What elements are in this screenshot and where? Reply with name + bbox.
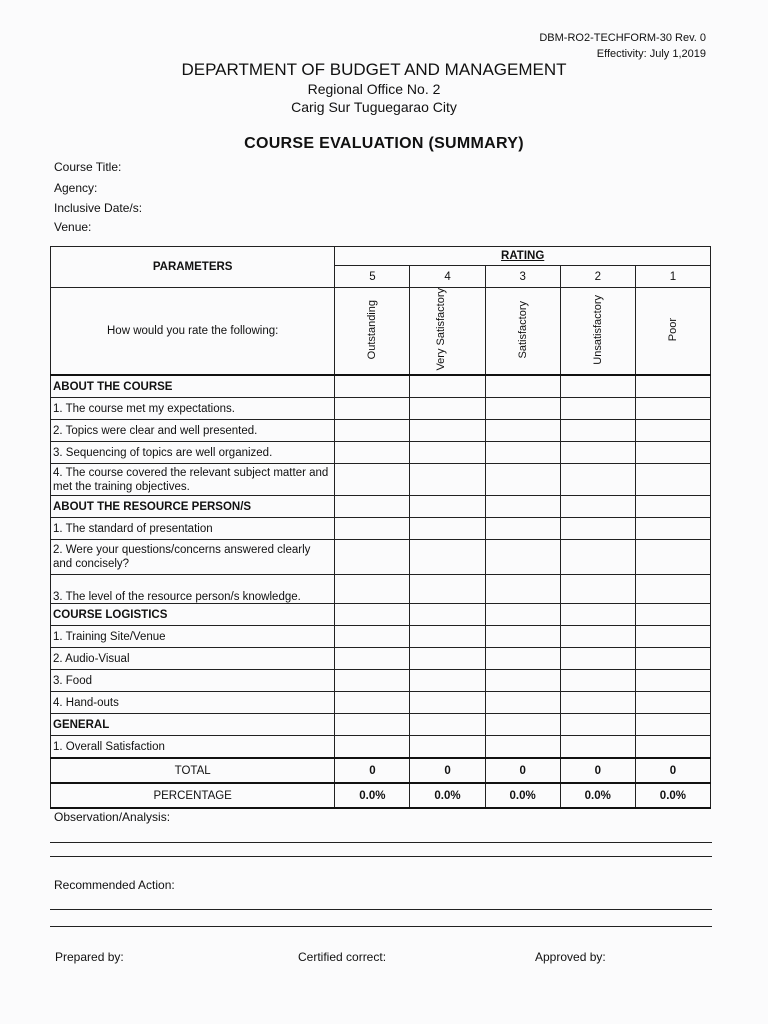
section-title: ABOUT THE COURSE: [51, 375, 335, 398]
dates-label: Inclusive Date/s:: [54, 201, 143, 215]
rating-cell[interactable]: [635, 442, 710, 464]
table-row: [51, 648, 711, 670]
observation-line[interactable]: [50, 856, 712, 857]
office-address: Carig Sur Tuguegarao City: [291, 99, 457, 115]
total-value: 0: [410, 758, 485, 783]
item-label: 3. Sequencing of topics are well organized.: [51, 442, 335, 464]
item-label: 3. Food: [51, 670, 335, 692]
table-row: [51, 670, 711, 692]
scale-satisfactory: Satisfactory: [516, 300, 529, 359]
section-row: [51, 496, 711, 518]
rating-cell[interactable]: [410, 692, 485, 714]
section-title: COURSE LOGISTICS: [51, 604, 335, 626]
item-label: 2. Topics were clear and well presented.: [51, 420, 335, 442]
item-label: 2. Were your questions/concerns answered clearly and concisely?: [51, 540, 335, 575]
rating-cell[interactable]: [485, 420, 560, 442]
rating-prompt: How would you rate the following:: [51, 288, 335, 376]
rating-cell[interactable]: [335, 540, 410, 575]
total-value: 0: [335, 758, 410, 783]
item-label: 4. Hand-outs: [51, 692, 335, 714]
section-row: [51, 714, 711, 736]
effectivity-date: Effectivity: July 1,2019: [596, 48, 706, 60]
rating-header: RATING: [335, 247, 711, 266]
rating-cell[interactable]: [635, 575, 710, 604]
rating-cell[interactable]: [410, 540, 485, 575]
rating-cell[interactable]: [485, 464, 560, 496]
observation-label: Observation/Analysis:: [54, 810, 171, 824]
rating-cell[interactable]: [560, 518, 635, 540]
rating-cell[interactable]: [335, 626, 410, 648]
rating-cell[interactable]: [335, 518, 410, 540]
score-3: 3: [485, 266, 560, 288]
parameters-header: PARAMETERS: [51, 247, 335, 288]
section-row: [51, 604, 711, 626]
table-row: [51, 442, 711, 464]
rating-cell[interactable]: [635, 540, 710, 575]
rating-cell[interactable]: [335, 692, 410, 714]
score-4: 4: [410, 266, 485, 288]
rating-cell[interactable]: [560, 398, 635, 420]
rating-cell[interactable]: [410, 420, 485, 442]
total-value: 0: [485, 758, 560, 783]
rating-cell[interactable]: [485, 518, 560, 540]
venue-label: Venue:: [54, 220, 92, 234]
rating-cell[interactable]: [560, 648, 635, 670]
total-value: 0: [560, 758, 635, 783]
rating-cell[interactable]: [635, 736, 710, 759]
evaluation-table: [50, 246, 711, 809]
table-row: [51, 540, 711, 575]
rating-cell[interactable]: [560, 626, 635, 648]
rating-cell[interactable]: [560, 736, 635, 759]
section-row: [51, 375, 711, 398]
rating-cell[interactable]: [485, 540, 560, 575]
rating-cell[interactable]: [560, 575, 635, 604]
rating-cell[interactable]: [335, 464, 410, 496]
rating-cell[interactable]: [485, 575, 560, 604]
percentage-value: 0.0%: [335, 783, 410, 808]
certified-correct-label: Certified correct:: [298, 950, 387, 964]
rating-cell[interactable]: [335, 420, 410, 442]
rating-cell[interactable]: [485, 442, 560, 464]
percentage-value: 0.0%: [560, 783, 635, 808]
rating-cell[interactable]: [410, 464, 485, 496]
table-row: [51, 420, 711, 442]
item-label: 2. Audio-Visual: [51, 648, 335, 670]
rating-cell[interactable]: [485, 398, 560, 420]
rating-cell[interactable]: [410, 648, 485, 670]
course-title-label: Course Title:: [54, 160, 122, 174]
rating-cell[interactable]: [335, 670, 410, 692]
percentage-value: 0.0%: [635, 783, 710, 808]
rating-cell[interactable]: [335, 736, 410, 759]
scale-outstanding: Outstanding: [366, 299, 379, 360]
rating-cell[interactable]: [335, 575, 410, 604]
rating-cell[interactable]: [410, 626, 485, 648]
prepared-by-label: Prepared by:: [55, 950, 124, 964]
table-row: [51, 518, 711, 540]
rating-cell[interactable]: [635, 692, 710, 714]
section-title: GENERAL: [51, 714, 335, 736]
percentage-value: 0.0%: [485, 783, 560, 808]
table-row: [51, 626, 711, 648]
percentage-row: [51, 783, 711, 808]
rating-cell[interactable]: [410, 442, 485, 464]
item-label: 1. The standard of presentation: [51, 518, 335, 540]
rating-cell[interactable]: [485, 626, 560, 648]
rating-cell[interactable]: [335, 442, 410, 464]
table-row: [51, 692, 711, 714]
table-row: [51, 464, 711, 496]
recommended-line[interactable]: [50, 909, 712, 910]
rating-cell[interactable]: [485, 736, 560, 759]
rating-cell[interactable]: [635, 518, 710, 540]
rating-cell[interactable]: [635, 626, 710, 648]
scale-unsatisfactory: Unsatisfactory: [591, 294, 604, 365]
recommended-line[interactable]: [50, 926, 712, 927]
percentage-label: PERCENTAGE: [51, 783, 335, 808]
rating-cell[interactable]: [635, 648, 710, 670]
table-row: [51, 575, 711, 604]
rating-cell[interactable]: [335, 648, 410, 670]
percentage-value: 0.0%: [410, 783, 485, 808]
rating-cell[interactable]: [560, 442, 635, 464]
score-5: 5: [335, 266, 410, 288]
rating-cell[interactable]: [560, 540, 635, 575]
rating-cell[interactable]: [485, 648, 560, 670]
rating-cell[interactable]: [410, 575, 485, 604]
section-title: ABOUT THE RESOURCE PERSON/S: [51, 496, 335, 518]
table-row: [51, 398, 711, 420]
rating-cell[interactable]: [410, 518, 485, 540]
score-2: 2: [560, 266, 635, 288]
rating-cell[interactable]: [410, 736, 485, 759]
table-row: [51, 736, 711, 759]
department-name: DEPARTMENT OF BUDGET AND MANAGEMENT: [181, 60, 567, 79]
item-label: 1. Overall Satisfaction: [51, 736, 335, 759]
agency-label: Agency:: [54, 181, 98, 195]
item-label: 1. Training Site/Venue: [51, 626, 335, 648]
office-name: Regional Office No. 2: [307, 81, 441, 97]
recommended-label: Recommended Action:: [54, 878, 175, 892]
rating-cell[interactable]: [485, 692, 560, 714]
scale-very-satisfactory: Very Satisfactory: [434, 288, 447, 371]
rating-cell[interactable]: [410, 670, 485, 692]
form-title: COURSE EVALUATION (SUMMARY): [244, 135, 524, 152]
form-code-block: [539, 30, 706, 62]
item-label: 1. The course met my expectations.: [51, 398, 335, 420]
form-code: DBM-RO2-TECHFORM-30 Rev. 0: [539, 32, 706, 44]
rating-cell[interactable]: [560, 420, 635, 442]
rating-cell[interactable]: [635, 464, 710, 496]
rating-cell[interactable]: [635, 670, 710, 692]
approved-by-label: Approved by:: [535, 950, 606, 964]
rating-cell[interactable]: [560, 692, 635, 714]
item-label: 4. The course covered the relevant subject matter and met the training objectives.: [51, 464, 335, 496]
rating-cell[interactable]: [560, 670, 635, 692]
rating-cell[interactable]: [560, 464, 635, 496]
observation-line[interactable]: [50, 842, 712, 843]
rating-cell[interactable]: [335, 398, 410, 420]
rating-cell[interactable]: [485, 670, 560, 692]
total-label: TOTAL: [51, 758, 335, 783]
score-1: 1: [635, 266, 710, 288]
rating-cell[interactable]: [410, 398, 485, 420]
total-row: [51, 758, 711, 783]
scale-poor: Poor: [666, 317, 679, 342]
item-label: 3. The level of the resource person/s knowledge.: [51, 575, 335, 604]
rating-cell[interactable]: [635, 420, 710, 442]
total-value: 0: [635, 758, 710, 783]
rating-cell[interactable]: [635, 398, 710, 420]
